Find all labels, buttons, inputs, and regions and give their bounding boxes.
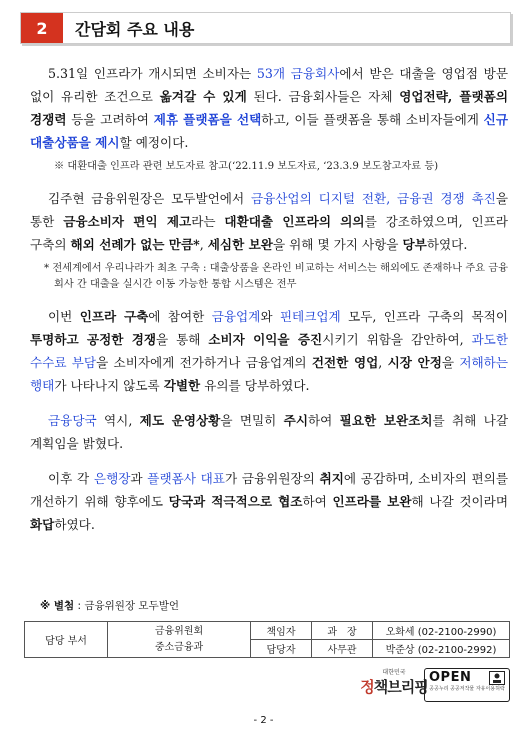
open-license-logo: OPEN 공공누리 공공저작물 자유이용허락 — [424, 668, 510, 702]
section-header — [20, 12, 511, 44]
body-text — [30, 62, 508, 536]
title-manager: 과 장 — [312, 622, 373, 640]
paragraph-5: 이후 각 은행장과 플랫폼사 대표가 금융위원장의 취지에 공감하며, 소비자의 편의를 개선하기 위해 향후에도 당국과 적극적으로 협조하여 인프라를 보완해 나갈 것이라며 화답하였다. — [30, 471, 509, 532]
role-staff: 담당자 — [251, 640, 312, 658]
section-title: 간담회 주요 내용 — [63, 13, 510, 43]
paragraph-4: 금융당국 역시, 제도 운영상황을 면밀히 주시하여 필요한 보완조치를 취해 나갈 계획임을 밝혔다. — [30, 413, 508, 451]
title-staff: 사무관 — [312, 640, 373, 658]
role-manager: 책임자 — [251, 622, 312, 640]
paragraph-3: 이번 인프라 구축에 참여한 금융업계와 핀테크업계 모두, 인프라 구축의 목적이 투명하고 공정한 경쟁을 통해 소비자 이익을 증진시키기 위함을 감안하여, 과도한 수수료 부담을 소비자에게 전가하거나 금융업계의 건전한 영업, 시장 안정을 저해하는 행태가 나타나지 않도록 각별한 유의를 당부하였다. — [30, 309, 509, 393]
policy-briefing-logo: 대한민국 정책브리핑 — [360, 669, 428, 696]
attachment-note: ※ 별첨 : 금융위원장 모두발언 — [40, 600, 179, 612]
section-number: 2 — [21, 13, 63, 43]
page-number: - 2 - — [253, 715, 274, 726]
contact-table — [24, 621, 510, 658]
license-badge-icon — [489, 671, 505, 685]
note-reference: ※ 대환대출 인프라 관련 보도자료 참고(‘22.11.9 보도자료, ‘23.3.9 보도참고자료 등) — [54, 161, 439, 172]
paragraph-1: 5.31일 인프라가 개시되면 소비자는 53개 금융회사에서 받은 대출을 영업점 방문 없이 유리한 조건으로 옮겨갈 수 있게 된다. 금융회사들은 자체 영업전략, 플랫폼의 경쟁력 등을 고려하여 제휴 플랫폼을 선택하고, 이들 플랫폼을 통해 소비자들에게 신규 대출상품을 제시할 예정이다. — [30, 66, 509, 150]
dept-orgs: 금융위원회 중소금융과 — [108, 622, 251, 658]
dept-label: 담당 부서 — [25, 622, 108, 658]
paragraph-2: 김주현 금융위원장은 모두발언에서 금융산업의 디지털 전환, 금융권 경쟁 촉진을 통한 금융소비자 편익 제고라는 대환대출 인프라의 의의를 강조하였으며, 인프라 구축의 해외 선례가 없는 만큼*, 세심한 보완을 위해 몇 가지 사항을 당부하였다. — [30, 191, 508, 252]
person-manager: 오화세 (02-2100-2990) — [373, 622, 510, 640]
person-staff: 박준상 (02-2100-2992) — [373, 640, 510, 658]
note-footnote: * 전세계에서 우리나라가 최초 구축 : 대출상품을 온라인 비교하는 서비스는 해외에도 존재하나 주요 금융회사 간 대출을 실시간 이동 가능한 통합 시스템은 전무 — [44, 263, 508, 290]
